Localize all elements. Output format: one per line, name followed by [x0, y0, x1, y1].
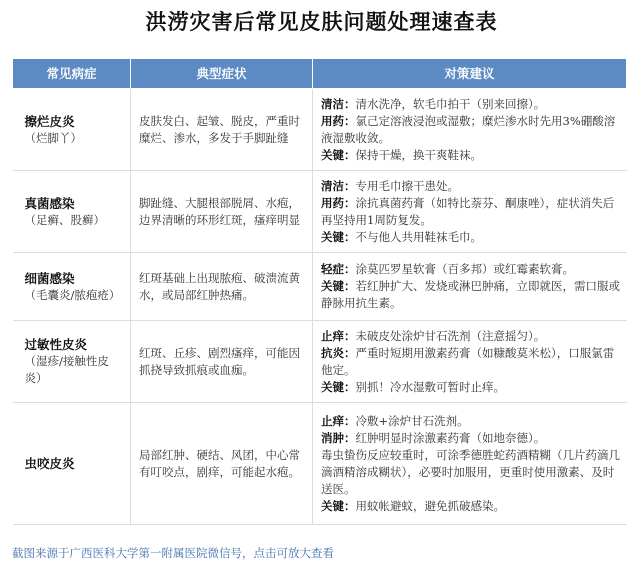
condition-name: 细菌感染 [24, 270, 75, 286]
advice-line [321, 413, 621, 430]
advice-text: 保持干燥，换干爽鞋袜。 [355, 147, 482, 162]
condition-cell [13, 253, 131, 321]
advice-line [321, 328, 621, 345]
symptom-text: 脚趾缝、大腿根部脱屑、水疱，边界清晰的环形红斑，瘙痒明显 [139, 195, 300, 227]
quick-reference-table [12, 58, 627, 525]
advice-cell [313, 253, 627, 321]
advice-line [321, 147, 621, 164]
table-row [13, 321, 627, 403]
advice-text: 严重时短期用激素药膏（如糠酸莫米松），口服氯雷他定。 [321, 345, 615, 377]
column-header-condition: 常见病症 [13, 59, 131, 89]
table-row [13, 403, 627, 525]
advice-text: 涂抗真菌药膏（如特比萘芬、酮康唑），症状消失后再坚持用1周防复发。 [321, 195, 615, 227]
advice-line [321, 430, 621, 447]
advice-label: 清洁： [321, 178, 356, 193]
image-source-caption: 截图来源于广西医科大学第一附属医院微信号，点击可放大查看 [12, 546, 334, 560]
condition-alias: （湿疹/接触性皮炎） [24, 354, 109, 385]
advice-text: 毒虫蛰伤反应较重时，可涂季德胜蛇药酒精糊（几片药滴几滴酒精溶成糊状），必要时加服用，更重时使用激素、及时送医。 [321, 447, 620, 496]
condition-cell [13, 321, 131, 403]
condition-alias: （足癣、股癣） [24, 212, 105, 227]
advice-text: 氯己定溶液浸泡或湿敷；糜烂渗水时先用3%硼酸溶液湿敷收敛。 [321, 113, 616, 145]
symptom-text: 皮肤发白、起皱、脱皮，严重时糜烂、渗水，多发于手脚趾缝 [139, 113, 300, 145]
advice-text: 若红肿扩大、发烧或淋巴肿痛，立即就医，需口服或静脉用抗生素。 [321, 279, 620, 310]
condition-alias: （烂脚丫） [24, 130, 82, 145]
advice-label: 关键： [321, 147, 356, 162]
advice-label: 抗炎： [321, 345, 356, 360]
symptom-text: 局部红肿、硬结、风团，中心常有叮咬点，剧痒，可能起水疱。 [139, 447, 300, 479]
advice-line [321, 96, 621, 113]
advice-line [321, 345, 621, 379]
advice-text: 不与他人共用鞋袜毛巾。 [355, 229, 482, 244]
advice-label: 用药： [321, 195, 356, 210]
symptom-cell [131, 253, 313, 321]
advice-text: 别抓！冷水湿敷可暂时止痒。 [355, 379, 505, 394]
advice-text: 未破皮处涂炉甘石洗剂（注意摇匀）。 [355, 328, 546, 343]
table-row [13, 171, 627, 253]
symptom-cell [131, 321, 313, 403]
column-header-advice: 对策建议 [313, 59, 627, 89]
condition-name: 真菌感染 [24, 195, 75, 211]
advice-line [321, 447, 621, 498]
advice-text: 用蚊帐避蚊，避免抓破感染。 [355, 498, 505, 513]
condition-name: 过敏性皮炎 [24, 337, 88, 352]
symptom-text: 红斑、丘疹、剧烈瘙痒，可能因抓挠导致抓痕或血痂。 [139, 345, 300, 377]
condition-cell [13, 403, 131, 525]
symptom-cell [131, 171, 313, 253]
advice-line [321, 178, 621, 195]
advice-line [321, 278, 621, 312]
advice-label: 用药： [321, 113, 356, 128]
advice-text: 冷敷+涂炉甘石洗剂。 [355, 413, 469, 428]
advice-line [321, 195, 621, 229]
symptom-cell [131, 89, 313, 171]
advice-line [321, 261, 621, 278]
advice-label: 止痒： [321, 413, 356, 428]
symptom-text: 红斑基础上出现脓疱、破溃流黄水，或局部红肿热痛。 [139, 270, 300, 302]
advice-label: 轻症： [321, 262, 356, 276]
advice-line [321, 229, 621, 246]
page-title: 洪涝灾害后常见皮肤问题处理速查表 [145, 9, 498, 34]
symptom-cell [131, 403, 313, 525]
condition-name: 虫咬皮炎 [24, 456, 75, 471]
table-header-row [13, 59, 627, 89]
table-row [13, 253, 627, 321]
advice-label: 关键： [321, 379, 356, 394]
advice-cell [313, 89, 627, 171]
condition-name: 擦烂皮炎 [24, 113, 75, 129]
advice-label: 止痒： [321, 328, 356, 343]
advice-line [321, 379, 621, 396]
advice-text: 清水洗净，软毛巾拍干（别来回擦）。 [355, 96, 546, 111]
advice-label: 关键： [321, 279, 356, 293]
advice-cell [313, 321, 627, 403]
advice-text: 涂莫匹罗星软膏（百多邦）或红霉素软膏。 [355, 262, 574, 276]
advice-line [321, 498, 621, 515]
advice-label: 清洁： [321, 96, 356, 111]
advice-cell [313, 171, 627, 253]
table-row [13, 89, 627, 171]
advice-line [321, 113, 621, 147]
advice-label: 消肿： [321, 430, 356, 445]
advice-label: 关键： [321, 498, 356, 513]
advice-cell [313, 403, 627, 525]
advice-text: 专用毛巾擦干患处。 [355, 178, 459, 193]
column-header-symptoms: 典型症状 [131, 59, 313, 89]
advice-label: 关键： [321, 229, 356, 244]
condition-cell [13, 171, 131, 253]
condition-alias: （毛囊炎/脓疱疮） [24, 287, 121, 302]
advice-text: 红肿明显时涂激素药膏（如地奈德）。 [355, 430, 546, 445]
condition-cell [13, 89, 131, 171]
